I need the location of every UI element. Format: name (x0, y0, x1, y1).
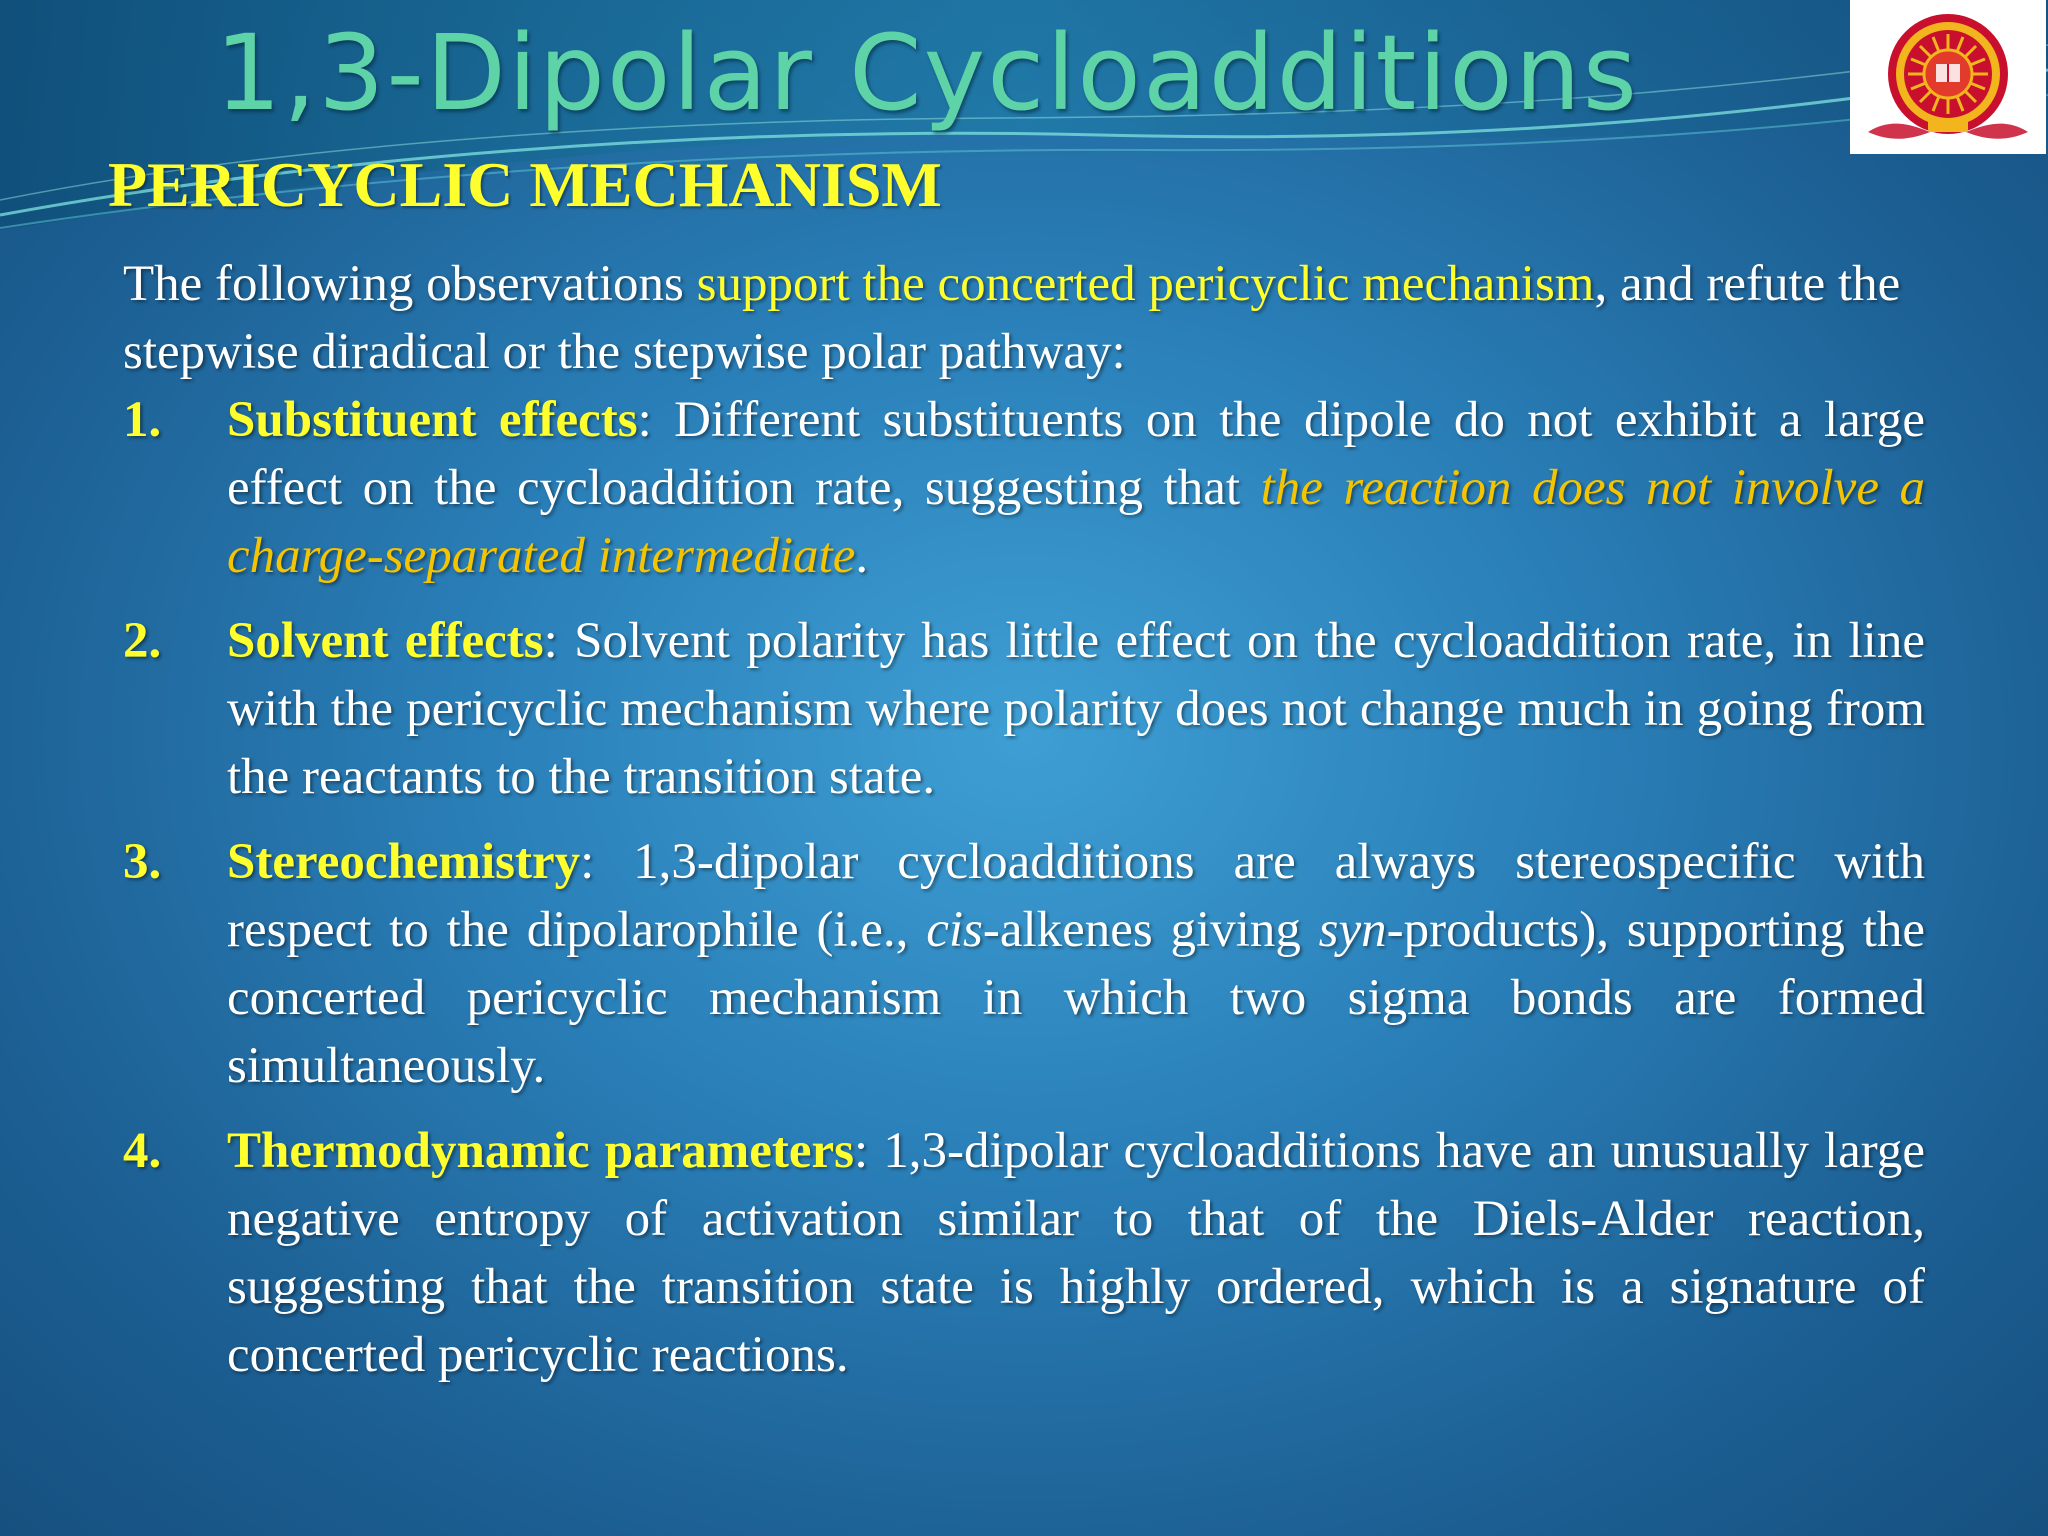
item-number: 2. (123, 613, 162, 669)
intro-paragraph (123, 250, 1925, 386)
slide-title: 1,3-Dipolar Cycloadditions (215, 12, 1639, 134)
section-heading: PERICYCLIC MECHANISM (108, 149, 942, 220)
item-number: 3. (123, 834, 162, 890)
list-item (123, 828, 1925, 1100)
item-heading: Solvent effects (227, 613, 544, 669)
item-italic-syn: syn (1318, 902, 1387, 958)
item-number: 4. (123, 1123, 162, 1179)
item-heading: Substituent effects (227, 392, 638, 448)
intro-text-end: , and refute the stepwise diradical or the stepwise polar pathway: (123, 256, 1901, 380)
list-item (123, 607, 1925, 811)
institute-seal-icon (1850, 0, 2046, 154)
list-item (123, 386, 1925, 590)
item-number: 1. (123, 392, 162, 448)
item-text-end: -products), supporting the concerted pericyclic mechanism in which two sigma bonds are formed simultaneously. (227, 902, 1926, 1094)
item-text: : 1,3-dipolar cycloadditions are always stereospecific with respect to the dipolarophile (i.e., (227, 834, 1925, 958)
item-text: -alkenes giving (982, 902, 1319, 958)
item-heading: Stereochemistry (227, 834, 581, 890)
item-text: : 1,3-dipolar cycloadditions have an unusually large negative entropy of activation similar to that of the Diels-Alder reaction, suggesting that the transition state is highly ordered, which is a signature of concerted pericyclic reactions. (227, 1123, 1925, 1383)
item-text: : Different substituents on the dipole do not exhibit a large effect on the cycloaddition rate, suggesting that (227, 392, 1925, 516)
intro-text: The following observations (123, 256, 697, 312)
institute-logo (1850, 0, 2046, 154)
list-item (123, 1117, 1925, 1389)
observation-list (123, 386, 1925, 1389)
item-text-end: . (855, 528, 869, 584)
slide-body (123, 250, 1925, 1406)
intro-highlight: support the concerted pericyclic mechanism (696, 256, 1595, 312)
item-text: : Solvent polarity has little effect on the cycloaddition rate, in line with the pericyclic mechanism where polarity does not change much in going from the reactants to the transition state. (227, 613, 1925, 805)
item-italic-cis: cis (926, 902, 983, 958)
item-heading: Thermodynamic parameters (227, 1123, 854, 1179)
item-emphasis: the reaction does not involve a charge-separated intermediate (227, 460, 1925, 584)
